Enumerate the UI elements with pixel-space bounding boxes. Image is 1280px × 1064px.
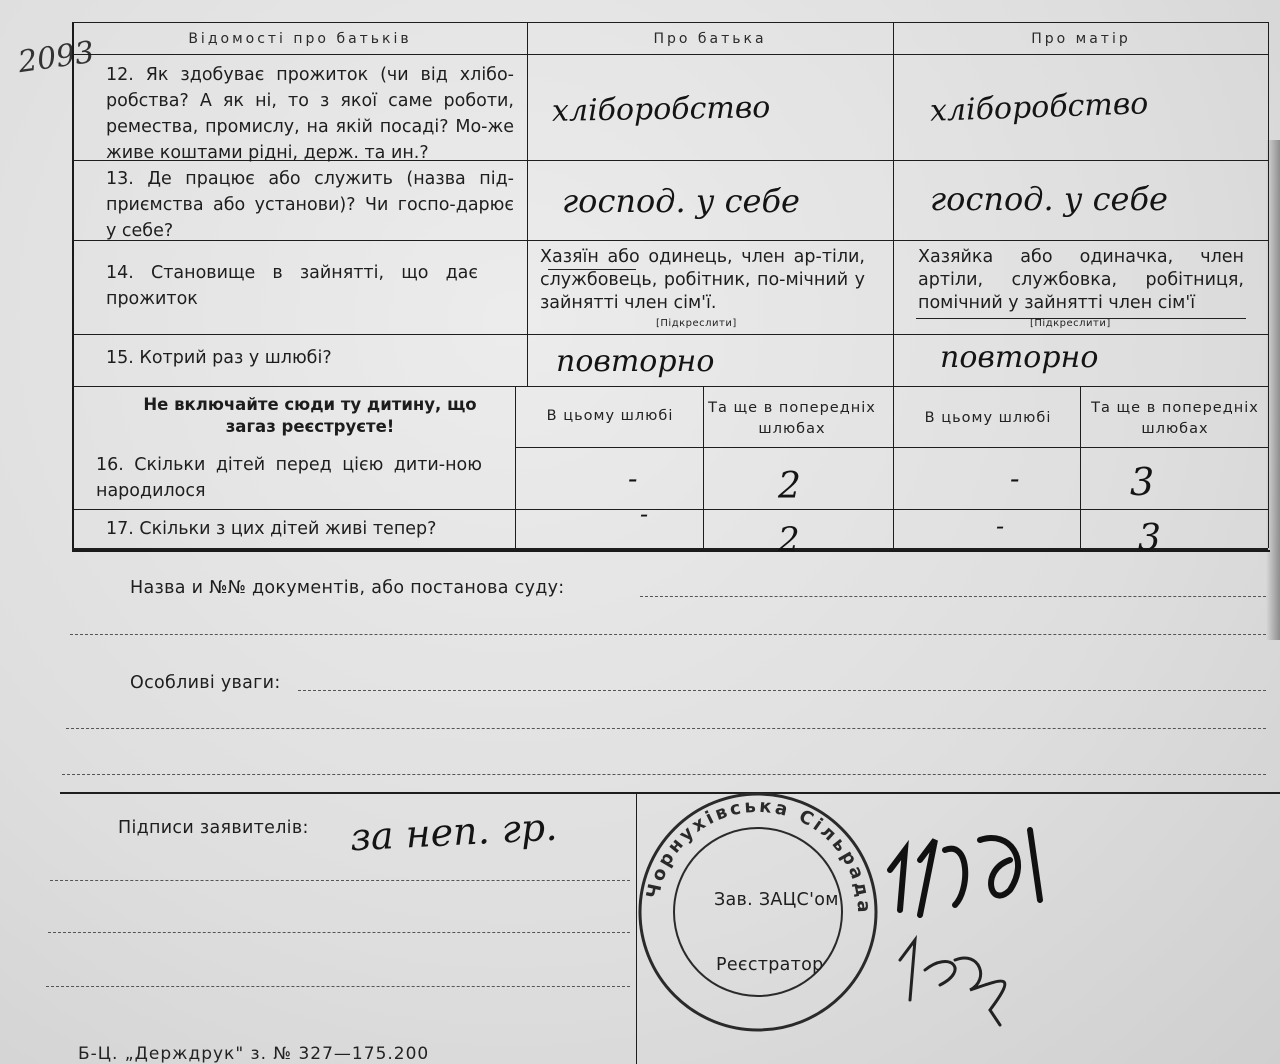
remarks-line-3 bbox=[62, 774, 1266, 775]
header-row-border bbox=[72, 54, 1268, 55]
q17-mother-this: - bbox=[996, 512, 1005, 540]
question-12-text: 12. Як здобуває прожиток (чи від хлібо-робства? А як ні, то з якої саме роботи, ремества, промислу, на якій посаді? Мо-же живе коштами рідні, держ. та ин.? bbox=[106, 65, 514, 163]
remarks-line-2 bbox=[66, 728, 1266, 729]
question-14-text: 14. Становище в зайнятті, що дає прожиток bbox=[106, 263, 478, 309]
question-15-text: 15. Котрий раз у шлюбі? bbox=[106, 348, 332, 368]
table-right-border bbox=[1268, 22, 1269, 548]
official-seal bbox=[636, 790, 880, 1034]
q16-father-prev: 2 bbox=[778, 466, 801, 507]
col-divider-mother-sub bbox=[1080, 386, 1081, 548]
q16-father-this: - bbox=[628, 462, 638, 495]
q12-mother-answer: хліборобство bbox=[929, 86, 1149, 129]
documents-line-1 bbox=[640, 596, 1266, 597]
father-option-underline bbox=[548, 269, 636, 270]
signature-line-2 bbox=[48, 932, 630, 933]
col-divider-father-sub bbox=[703, 386, 704, 548]
registrar-label: Реєстратор bbox=[716, 955, 824, 975]
q16-mother-prev: 3 bbox=[1130, 460, 1155, 504]
q12-father-answer: хліборобство bbox=[551, 90, 771, 129]
col-divider-info-top bbox=[527, 22, 528, 386]
q15-father-answer: повторно bbox=[556, 344, 715, 379]
header-father: Про батька bbox=[653, 31, 767, 47]
q13-father-answer: господ. у себе bbox=[562, 182, 800, 220]
signature-line-3 bbox=[46, 986, 630, 987]
q16-mother-this: - bbox=[1010, 462, 1020, 495]
documents-line-2 bbox=[70, 634, 1266, 635]
col-divider-info-bottom bbox=[515, 386, 516, 548]
q17-mother-prev: 3 bbox=[1138, 518, 1161, 559]
signature-line-1 bbox=[50, 880, 630, 881]
q14-father-options: Хазяїн або одинець, член ар-тіли, службовець, робітник, по-мічний у зайнятті член сім'ї. bbox=[540, 247, 865, 313]
seal-text: Чорнухівська Сільрада bbox=[642, 795, 875, 916]
remarks-label: Особливі уваги: bbox=[130, 673, 281, 693]
table-top-border bbox=[72, 22, 1268, 23]
subheader-mother-prev: Та ще в попередніх шлюбах bbox=[1091, 400, 1259, 437]
documents-label: Назва и №№ документів, або постанова суду: bbox=[130, 578, 565, 598]
q14-father-note: [Підкреслити] bbox=[656, 318, 737, 329]
head-registry-label: Зав. ЗАЦС'ом bbox=[714, 890, 839, 910]
q13-mother-answer: господ. у себе bbox=[930, 180, 1168, 218]
head-signature bbox=[860, 810, 1060, 1030]
table-bottom-border bbox=[72, 548, 1268, 550]
row-14-border bbox=[72, 334, 1268, 335]
subheader-father-prev: Та ще в попередніх шлюбах bbox=[708, 400, 876, 437]
q14-mother-options: Хазяйка або одиначка, член артіли, службовка, робітниця, помічний у зайнятті член сім'ї bbox=[918, 247, 1244, 313]
subheader-mother-this: В цьому шлюбі bbox=[924, 410, 1052, 426]
signatures-top-border bbox=[60, 792, 1280, 794]
question-17-text: 17. Скільки з цих дітей живі тепер? bbox=[106, 519, 437, 539]
row-15-border bbox=[72, 386, 1268, 387]
warning-text: Не включайте сюди ту дитину, що загаз реєструєте! bbox=[143, 395, 477, 436]
header-mother: Про матір bbox=[1031, 31, 1131, 47]
row-16-border bbox=[72, 509, 1268, 510]
q14-mother-note: [Підкреслити] bbox=[1030, 318, 1111, 329]
q15-mother-answer: повторно bbox=[940, 340, 1099, 375]
question-13-text: 13. Де працює або служить (назва під-приємства або установи)? Чи госпо-дарює у себе? bbox=[106, 169, 514, 241]
subheader-border bbox=[515, 447, 1268, 448]
margin-number: 2093 bbox=[15, 34, 97, 81]
col-divider-father-mother bbox=[893, 22, 894, 548]
q17-father-this: - bbox=[640, 500, 649, 528]
subheader-father-this: В цьому шлюбі bbox=[546, 408, 674, 424]
q17-father-prev: 2 bbox=[778, 520, 800, 560]
printer-footer: Б-Ц. „Держдрук" з. № 327—175.200 bbox=[78, 1044, 430, 1064]
header-parents-info: Відомості про батьків bbox=[188, 31, 412, 47]
remarks-line-1 bbox=[298, 690, 1266, 691]
applicants-signature: за неп. гр. bbox=[348, 804, 559, 860]
applicants-signature-label: Підписи заявителів: bbox=[118, 818, 309, 838]
question-16-text: 16. Скільки дітей перед цією дити-ною народилося bbox=[96, 455, 482, 501]
